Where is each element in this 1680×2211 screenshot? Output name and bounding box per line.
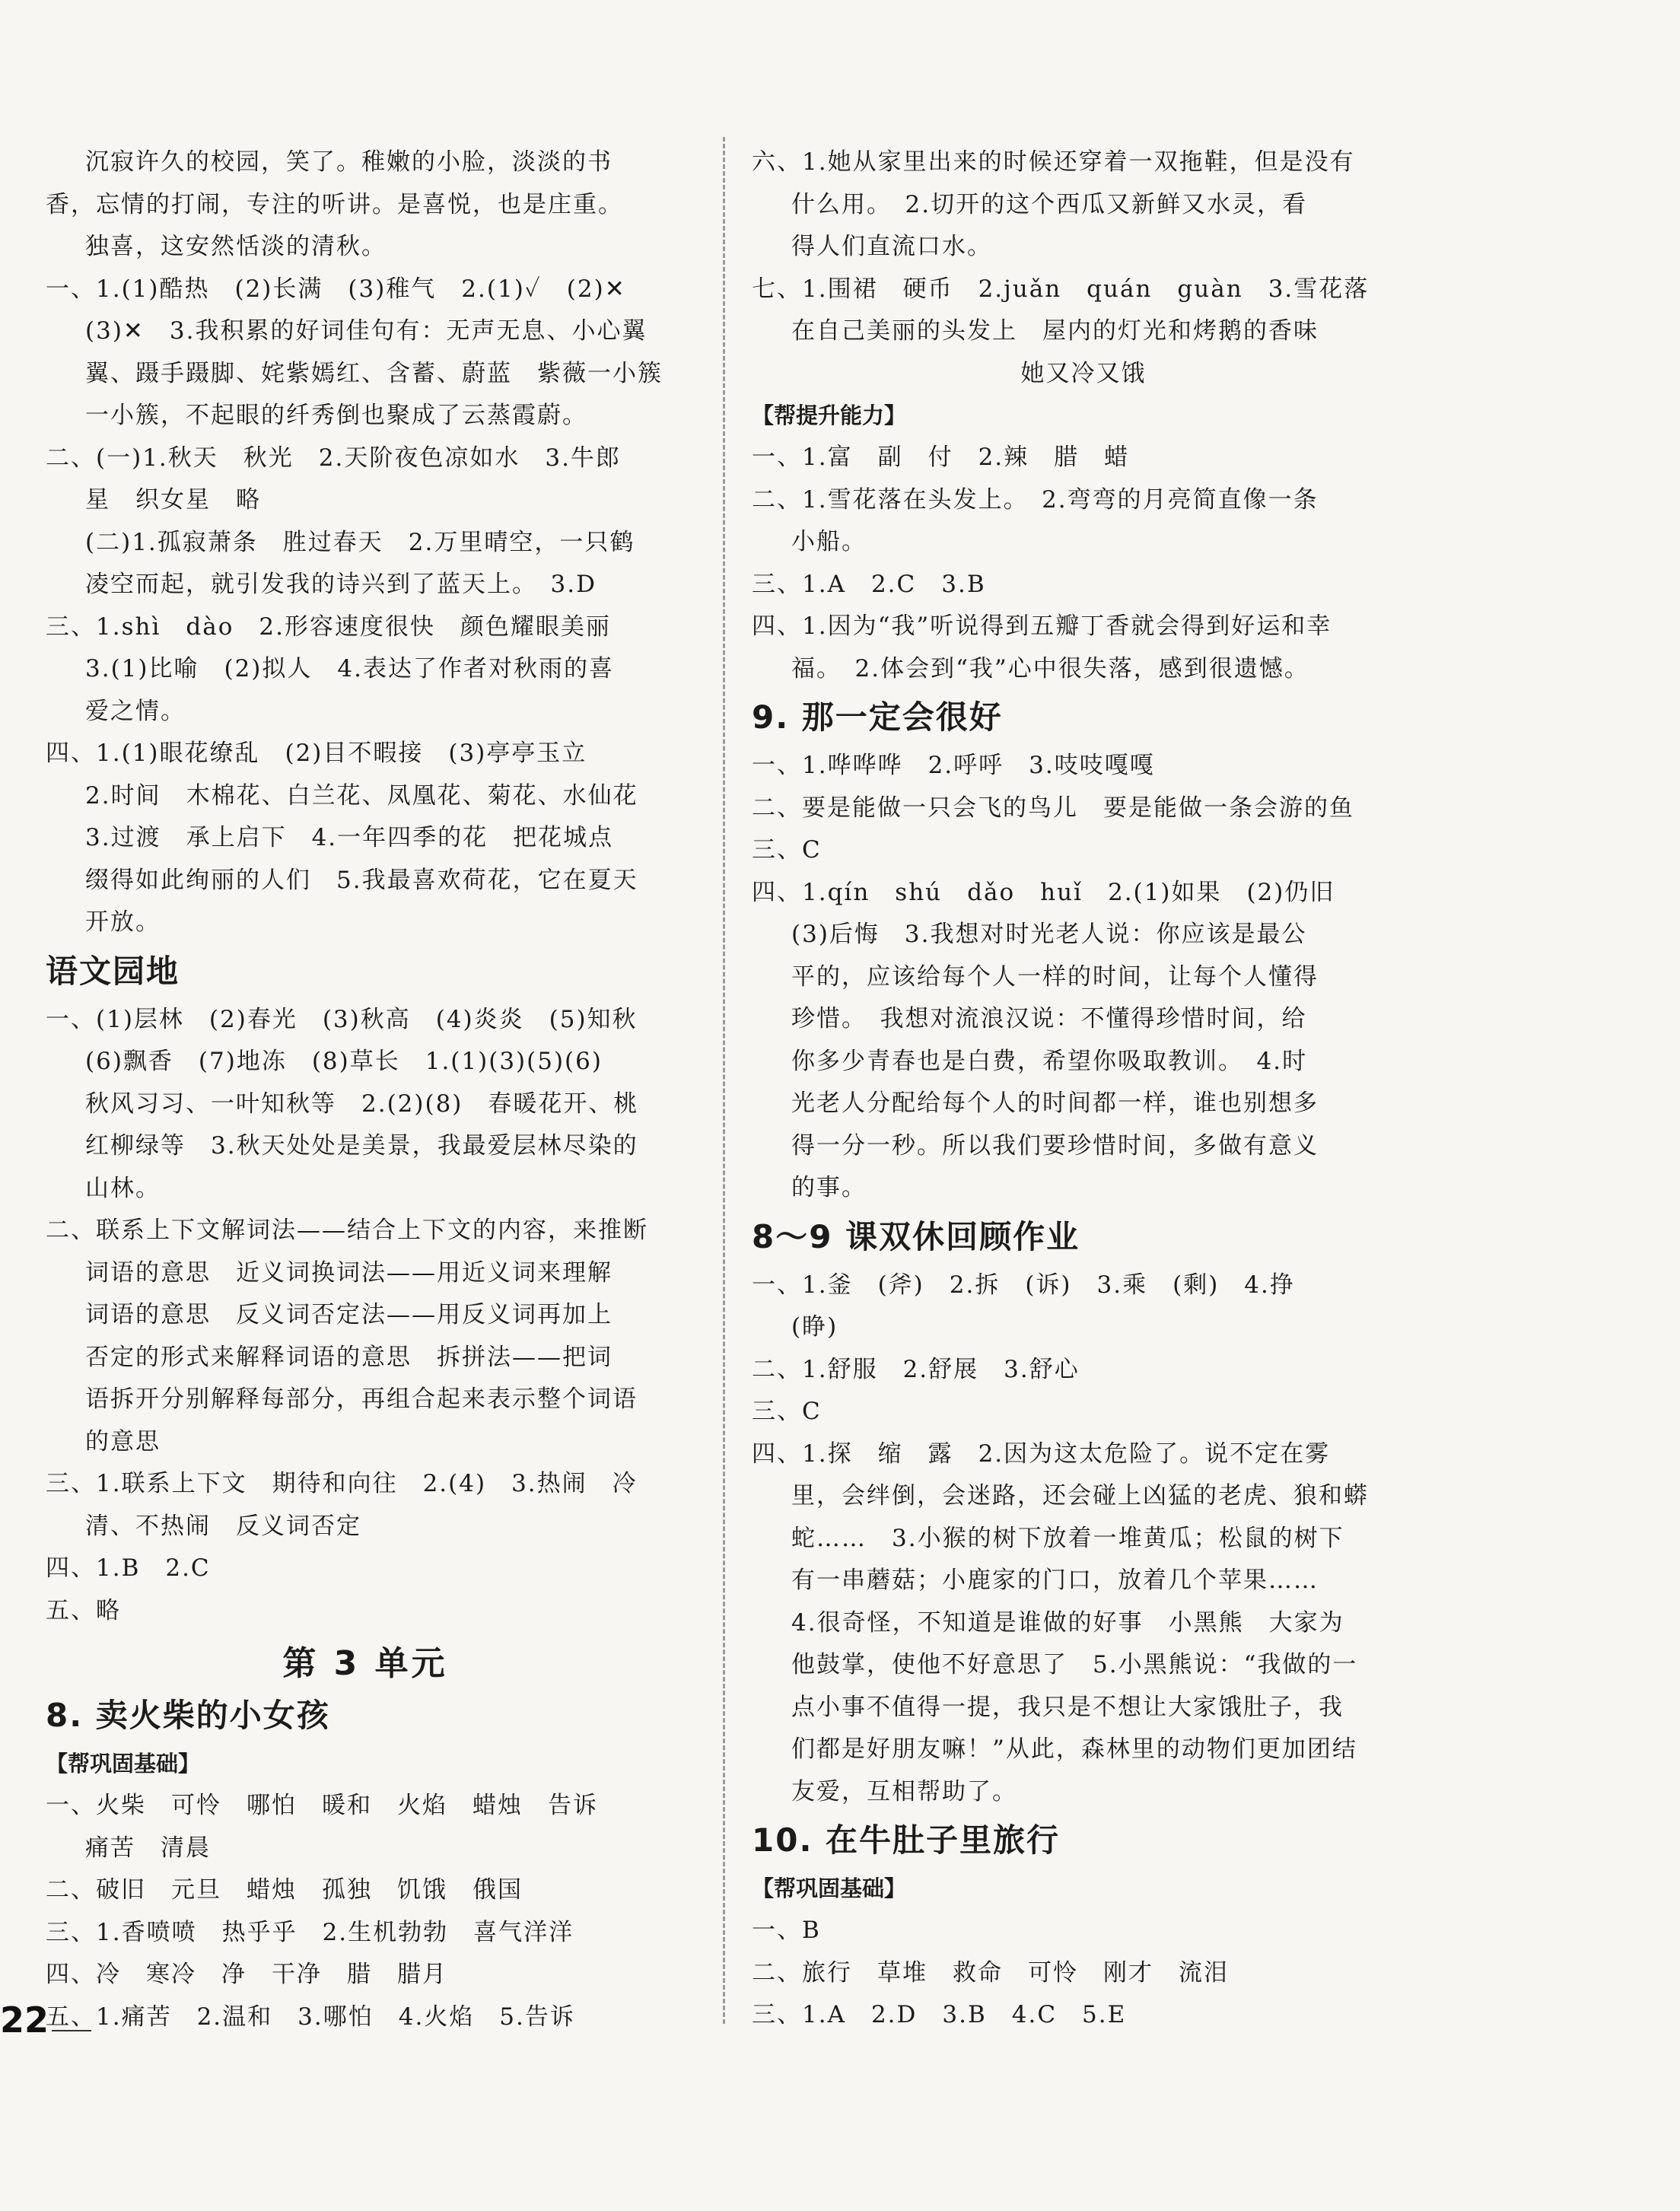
answer-line: 痛苦 清晨	[85, 1834, 211, 1862]
answer-line: 翼、蹑手蹑脚、姹紫嫣红、含蓄、蔚蓝 紫薇一小簇	[85, 359, 663, 387]
answer-line: 珍惜。 我想对流浪汉说：不懂得珍惜时间，给	[791, 1005, 1307, 1032]
answer-line: 清、不热闹 反义词否定	[85, 1512, 361, 1540]
answer-line: 香，忘情的打闹，专注的听讲。是喜悦，也是庄重。	[46, 190, 623, 218]
answer-line: 小船。	[791, 528, 867, 555]
answer-line: 四、1.B 2.C	[46, 1554, 211, 1582]
answer-line: 开放。	[85, 908, 161, 936]
answer-line: 山林。	[85, 1174, 161, 1202]
answer-line: 3.过渡 承上启下 4.一年四季的花 把花城点	[85, 824, 614, 851]
answer-line: 福。 2.体会到“我”心中很失落，感到很遗憾。	[791, 654, 1309, 682]
answer-line: 二、要是能做一只会飞的鸟儿 要是能做一条会游的鱼	[752, 794, 1354, 822]
answer-line: 你多少青春也是白费，希望你吸取教训。 4.时	[791, 1047, 1308, 1075]
answer-line: (睁)	[791, 1313, 838, 1341]
answer-line: 六、1.她从家里出来的时候还穿着一双拖鞋，但是没有	[752, 148, 1355, 176]
answer-line: 五、1.痛苦 2.温和 3.哪怕 4.火焰 5.告诉	[46, 2003, 575, 2031]
answer-line: 二、旅行 草堆 救命 可怜 刚才 流泪	[752, 1958, 1229, 1987]
answer-line: 一、1.哗哗哗 2.呼呼 3.吱吱嘎嘎	[752, 752, 1155, 779]
answer-line: 一、1.富 副 付 2.辣 腊 蜡	[752, 444, 1130, 471]
answer-line: 他鼓掌，使他不好意思了 5.小黑熊说：“我做的一	[791, 1651, 1358, 1678]
section-heading: 语文园地	[46, 952, 180, 990]
answer-line: 四、1.因为“我”听说得到五瓣丁香就会得到好运和幸	[752, 612, 1332, 640]
answer-line: 缀得如此绚丽的人们 5.我最喜欢荷花，它在夏天	[85, 866, 638, 894]
section-heading: 8. 卖火柴的小女孩	[46, 1697, 330, 1734]
answer-line: 一、火柴 可怜 哪怕 暖和 火焰 蜡烛 告诉	[46, 1792, 598, 1819]
answer-line: 平的，应该给每个人一样的时间，让每个人懂得	[791, 962, 1319, 991]
answer-line: 有一串蘑菇；小鹿家的门口，放着几个苹果……	[791, 1567, 1319, 1594]
answer-line: 星 织女星 略	[85, 486, 261, 514]
answer-line: 三、1.香喷喷 热乎乎 2.生机勃勃 喜气洋洋	[46, 1918, 574, 1946]
section-heading: 9. 那一定会很好	[752, 698, 1003, 736]
answer-line: 们都是好朋友嘛！”从此，森林里的动物们更加团结	[791, 1735, 1357, 1763]
answer-line: 爱之情。	[85, 697, 186, 725]
subsection-label: 【帮巩固基础】	[46, 1751, 201, 1777]
section-heading: 8～9 课双休回顾作业	[752, 1217, 1080, 1255]
right-column	[752, 142, 1376, 2037]
answer-line: 一小簇，不起眼的纤秀倒也聚成了云蒸霞蔚。	[85, 402, 587, 429]
answer-line: 七、1.围裙 硬币 2.juǎn quán guàn 3.雪花落	[752, 275, 1370, 303]
answer-line: 二、联系上下文解词法——结合上下文的内容，来推断	[46, 1217, 648, 1244]
answer-line: 里，会绊倒，会迷路，还会碰上凶猛的老虎、狼和蟒	[791, 1482, 1369, 1510]
answer-line: 二、1.雪花落在头发上。 2.弯弯的月亮简直像一条	[752, 485, 1319, 514]
answer-line: 三、C	[752, 836, 822, 864]
answer-line: 凌空而起，就引发我的诗兴到了蓝天上。 3.D	[85, 571, 597, 598]
answer-line: 四、1.qín shú dǎo huǐ 2.(1)如果 (2)仍旧	[752, 878, 1335, 906]
page-number: 22	[0, 1999, 49, 2041]
answer-line: 一、(1)层林 (2)春光 (3)秋高 (4)炎炎 (5)知秋	[46, 1005, 638, 1033]
answer-line: 三、1.联系上下文 期待和向往 2.(4) 3.热闹 冷	[46, 1470, 638, 1497]
answer-line: 词语的意思 反义词否定法——用反义词再加上	[85, 1301, 612, 1328]
answer-line: (3)后悔 3.我想对时光老人说：你应该是最公	[791, 921, 1307, 948]
answer-line: 3.(1)比喻 (2)拟人 4.表达了作者对秋雨的喜	[85, 655, 614, 682]
answer-line: 点小事不值得一提，我只是不想让大家饿肚子，我	[791, 1693, 1344, 1721]
page-number-rule	[52, 2030, 91, 2031]
column-divider	[723, 137, 725, 2024]
answer-line: 蛇…… 3.小猴的树下放着一堆黄瓜；松鼠的树下	[791, 1524, 1344, 1552]
answer-line: 红柳绿等 3.秋天处处是美景，我最爱层林尽染的	[85, 1132, 638, 1160]
answer-line: 四、1.(1)眼花缭乱 (2)目不暇接 (3)亭亭玉立	[46, 740, 587, 767]
answer-line: 二、(一)1.秋天 秋光 2.天阶夜色凉如水 3.牛郎	[46, 444, 621, 472]
answer-line: 的意思	[85, 1427, 161, 1455]
answer-line: 三、1.shì dào 2.形容速度很快 颜色耀眼美丽	[46, 612, 611, 641]
answer-line: 得人们直流口水。	[791, 233, 992, 260]
answer-line: 得一分一秒。所以我们要珍惜时间，多做有意义	[791, 1131, 1319, 1160]
answer-line: (6)飘香 (7)地冻 (8)草长 1.(1)(3)(5)(6)	[85, 1048, 603, 1075]
answer-line: 一、1.(1)酷热 (2)长满 (3)稚气 2.(1)✓ (2)✕	[46, 275, 626, 303]
unit-heading: 第 3 单元	[282, 1644, 448, 1683]
answer-line: 二、1.舒服 2.舒展 3.舒心	[752, 1355, 1080, 1383]
answer-line: 在自己美丽的头发上 屋内的灯光和烤鹅的香味	[791, 317, 1319, 345]
answer-line: 词语的意思 近义词换词法——用近义词来理解	[85, 1258, 612, 1287]
subsection-label: 【帮巩固基础】	[752, 1875, 907, 1901]
answer-line: 的事。	[791, 1174, 867, 1201]
answer-line: 友爱，互相帮助了。	[791, 1777, 1017, 1805]
answer-line: 秋风习习、一叶知秋等 2.(2)(8) 春暖花开、桃	[85, 1090, 639, 1118]
answer-line: 语拆开分别解释每部分，再组合起来表示整个词语	[85, 1385, 638, 1413]
answer-line: 三、C	[752, 1398, 822, 1425]
answer-line: 4.很奇怪，不知道是谁做的好事 小黑熊 大家为	[791, 1608, 1344, 1637]
answer-line: 三、1.A 2.D 3.B 4.C 5.E	[752, 2001, 1127, 2028]
answer-line: 四、1.探 缩 露 2.因为这太危险了。说不定在雾	[752, 1440, 1331, 1468]
answer-line: 四、冷 寒冷 净 干净 腊 腊月	[46, 1961, 447, 1988]
answer-line: 一、1.釜 (斧) 2.拆 (诉) 3.乘 (剩) 4.挣	[752, 1271, 1295, 1299]
subsection-label: 【帮提升能力】	[752, 402, 907, 428]
answer-line: 五、略	[46, 1596, 121, 1624]
answer-line: 三、1.A 2.C 3.B	[752, 570, 986, 598]
answer-line: 她又冷又饿	[1020, 359, 1147, 387]
answer-line: 否定的形式来解释词语的意思 拆拼法——把词	[85, 1343, 612, 1371]
answer-line: (二)1.孤寂萧条 胜过春天 2.万里晴空，一只鹤	[85, 528, 635, 556]
answer-line: 什么用。 2.切开的这个西瓜又新鲜又水灵，看	[791, 190, 1308, 218]
answer-line: 一、B	[752, 1917, 821, 1944]
answer-line: 2.时间 木棉花、白兰花、凤凰花、菊花、水仙花	[85, 781, 638, 810]
answer-line: 独喜，这安然恬淡的清秋。	[85, 233, 387, 260]
answer-line: (3)✕ 3.我积累的好词佳句有：无声无息、小心翼	[85, 317, 648, 345]
section-heading: 10. 在牛肚子里旅行	[752, 1821, 1061, 1859]
left-column	[46, 142, 685, 2038]
answer-line: 沉寂许久的校园，笑了。稚嫩的小脸，淡淡的书	[85, 148, 612, 176]
answer-line: 光老人分配给每个人的时间都一样，谁也别想多	[791, 1090, 1319, 1117]
answer-line: 二、破旧 元旦 蜡烛 孤独 饥饿 俄国	[46, 1876, 523, 1904]
